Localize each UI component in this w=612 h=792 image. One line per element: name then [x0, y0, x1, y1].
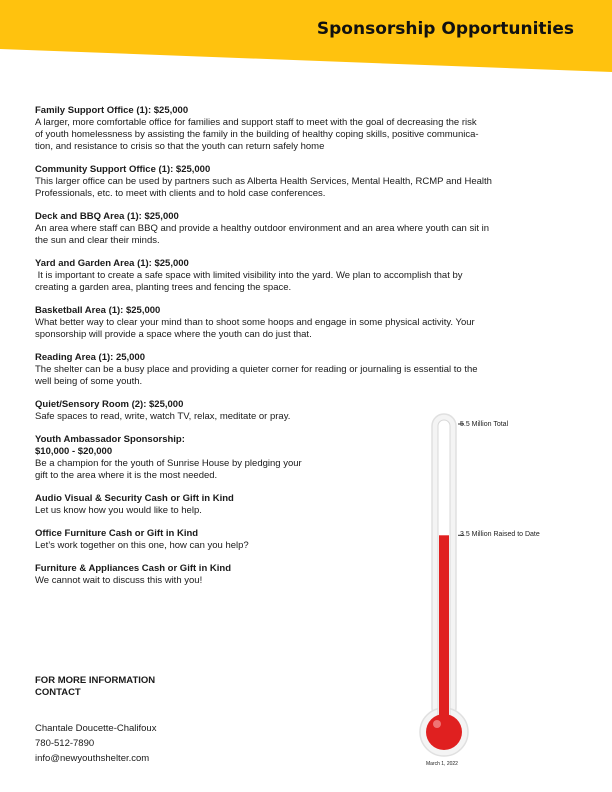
item-description: This larger office can be used by partners such as Alberta Health Services, Mental Health, RCMP and Health Professionals, etc. to meet with clients and to hold case conferences.: [35, 176, 492, 199]
thermometer-graphic: [400, 410, 500, 780]
item-title: Community Support Office (1): $25,000: [35, 164, 211, 175]
sponsorship-item-community-support: [35, 164, 575, 200]
item-title: Audio Visual & Security Cash or Gift in Kind: [35, 493, 234, 504]
item-title: Basketball Area (1): $25,000: [35, 305, 161, 316]
item-title: Reading Area (1): 25,000: [35, 352, 145, 363]
item-description: Safe spaces to read, write, watch TV, relax, meditate or pray.: [35, 411, 291, 422]
sponsorship-item-deck-bbq: [35, 211, 575, 247]
item-description: A larger, more comfortable office for families and support staff to meet with the goal of decreasing the risk of youth homelessness by assisting the family in the building of healthy coping skills, positive communica- tion, and resistance to crisis so that the youth can return safely home: [35, 117, 479, 152]
contact-phone: 780-512-7890: [35, 738, 95, 749]
sponsorship-item-reading: [35, 352, 575, 388]
contact-email[interactable]: info@newyouthshelter.com: [35, 753, 150, 764]
item-title: Youth Ambassador Sponsorship: $10,000 - $20,000: [35, 434, 185, 457]
item-description: We cannot wait to discuss this with you!: [35, 575, 203, 586]
contact-block: [35, 675, 285, 766]
thermometer-fill: [439, 535, 449, 730]
sponsorship-item-yard-garden: [35, 258, 575, 294]
contact-details: [35, 721, 285, 766]
contact-name: Chantale Doucette-Chalifoux: [35, 723, 157, 734]
item-title: Office Furniture Cash or Gift in Kind: [35, 528, 199, 539]
header-banner: [0, 0, 612, 80]
item-description: What better way to clear your mind than to shoot some hoops and engage in some physical activity. Your sponsorship will provide a space where the youth can do just that.: [35, 317, 475, 340]
sponsorship-item-basketball: [35, 305, 575, 341]
sponsorship-item-family-support: [35, 105, 575, 153]
item-description: An area where staff can BBQ and provide a healthy outdoor environment and an area where youth can sit in the sun and clear their minds.: [35, 223, 489, 246]
thermometer-bulb-fill: [426, 714, 462, 750]
item-title: Furniture & Appliances Cash or Gift in Kind: [35, 563, 231, 574]
item-title: Quiet/Sensory Room (2): $25,000: [35, 399, 184, 410]
item-title: Yard and Garden Area (1): $25,000: [35, 258, 189, 269]
item-description: Be a champion for the youth of Sunrise House by pledging your gift to the area where it is the most needed.: [35, 458, 302, 481]
item-title: Family Support Office (1): $25,000: [35, 105, 189, 116]
date-label: March 1, 2022: [426, 761, 458, 767]
contact-heading: FOR MORE INFORMATION CONTACT: [35, 675, 156, 698]
item-description: The shelter can be a busy place and providing a quieter corner for reading or journaling is essential to the well being of some youth.: [35, 364, 478, 387]
item-title: Deck and BBQ Area (1): $25,000: [35, 211, 179, 222]
item-description: It is important to create a safe space with limited visibility into the yard. We plan to accomplish that by creating a garden area, planting trees and fencing the space.: [35, 270, 463, 293]
item-description: Let us know how you would like to help.: [35, 505, 202, 516]
thermometer-bulb-highlight: [433, 720, 441, 728]
fundraising-thermometer: [400, 410, 600, 780]
item-description: Let’s work together on this one, how can you help?: [35, 540, 249, 551]
page-title: Sponsorship Opportunities: [316, 19, 574, 39]
total-label: 5.5 Million Total: [460, 421, 509, 428]
raised-label: 3.5 Million Raised to Date: [460, 531, 540, 539]
